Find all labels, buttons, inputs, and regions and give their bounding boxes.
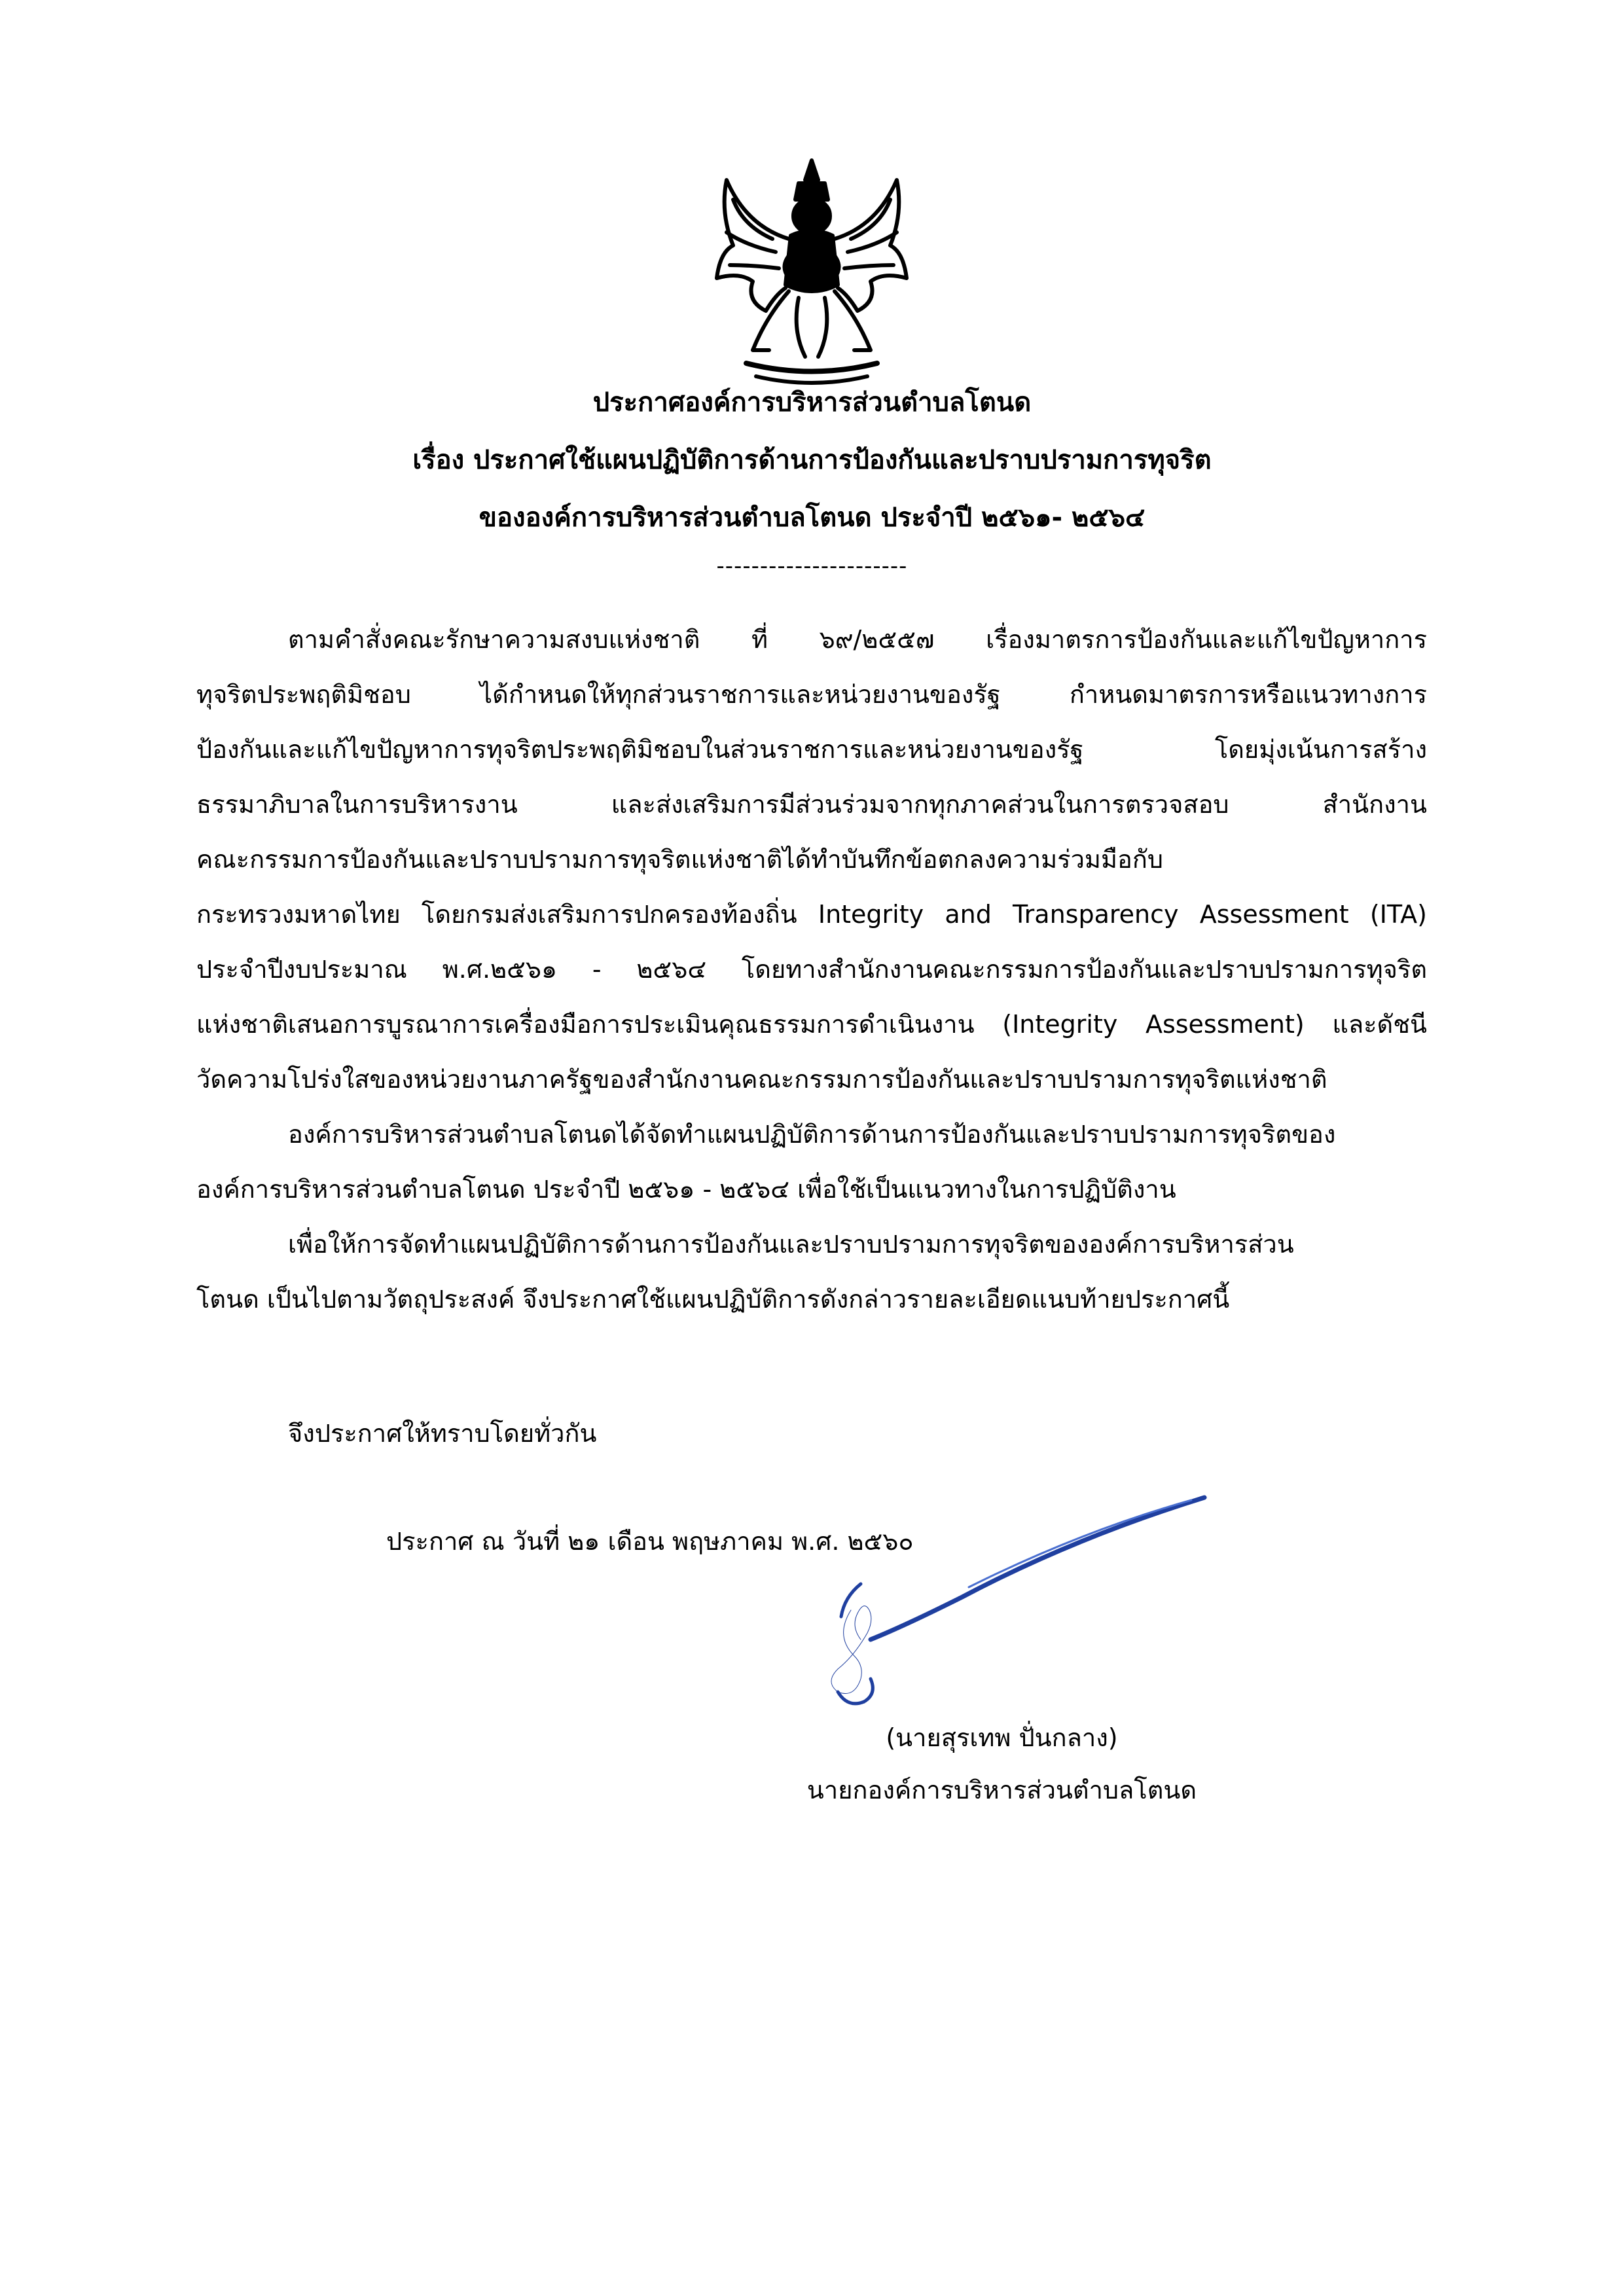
body-line: ตามคำสั่งคณะรักษาความสงบแห่งชาติ ที่ ๖๙/๒๕๕๗ เรื่องมาตรการป้องกันและแก้ไขปัญหาการ — [288, 625, 1427, 654]
body-line: ประจำปีงบประมาณ พ.ศ.๒๕๖๑ - ๒๕๖๔ โดยทางสำนักงานคณะกรรมการป้องกันและปราบปรามการทุจริต — [196, 955, 1427, 984]
announcement-body — [196, 612, 1427, 1327]
body-line: วัดความโปร่งใสของหน่วยงานภาครัฐของสำนักงานคณะกรรมการป้องกันและปราบปรามการทุจริตแห่งชาติ — [196, 1065, 1327, 1094]
body-line: แห่งชาติเสนอการบูรณาการเครื่องมือการประเมินคุณธรรมการดำเนินงาน (Integrity Assessment) และดัชนี — [196, 1010, 1427, 1039]
announcement-subject-continued: ขององค์การบริหารส่วนตำบลโตนด ประจำปี ๒๕๖๑- ๒๕๖๔ — [478, 503, 1146, 533]
body-line: คณะกรรมการป้องกันและปราบปรามการทุจริตแห่งชาติได้ทำบันทึกข้อตกลงความร่วมมือกับ — [196, 845, 1163, 874]
announcement-title: ประกาศองค์การบริหารส่วนตำบลโตนด — [592, 387, 1032, 418]
garuda-emblem-icon — [707, 154, 916, 389]
body-line: องค์การบริหารส่วนตำบลโตนด ประจำปี ๒๕๖๑ - ๒๕๖๔ เพื่อใช้เป็นแนวทางในการปฏิบัติงาน — [196, 1175, 1176, 1204]
body-line: องค์การบริหารส่วนตำบลโตนดได้จัดทำแผนปฏิบัติการด้านการป้องกันและปราบปรามการทุจริตของ — [288, 1120, 1336, 1149]
signer-name: (นายสุรเทพ ปั่นกลาง) — [886, 1723, 1118, 1752]
signer-position: นายกองค์การบริหารส่วนตำบลโตนด — [806, 1776, 1197, 1804]
announcement-subject: เรื่อง ประกาศใช้แผนปฏิบัติการด้านการป้องกันและปราบปรามการทุจริต — [412, 445, 1212, 475]
body-line: ทุจริตประพฤติมิชอบ ได้กำหนดให้ทุกส่วนราชการและหน่วยงานของรัฐ กำหนดมาตรการหรือแนวทางการ — [196, 680, 1427, 709]
body-line: โตนด เป็นไปตามวัตถุประสงค์ จึงประกาศใช้แผนปฏิบัติการดังกล่าวรายละเอียดแนบท้ายประกาศนี้ — [196, 1285, 1230, 1314]
closing-statement: จึงประกาศให้ทราบโดยทั่วกัน — [288, 1419, 597, 1448]
separator: ---------------------- — [716, 553, 908, 579]
body-line: ธรรมาภิบาลในการบริหารงาน และส่งเสริมการมีส่วนร่วมจากทุกภาคส่วนในการตรวจสอบ สำนักงาน — [196, 790, 1427, 819]
body-line: กระทรวงมหาดไทย โดยกรมส่งเสริมการปกครองท้องถิ่น Integrity and Transparency Assessment (ITA) — [196, 900, 1427, 929]
body-line: เพื่อให้การจัดทำแผนปฏิบัติการด้านการป้องกันและปราบปรามการทุจริตขององค์การบริหารส่วน — [288, 1230, 1294, 1259]
announcement-date: ประกาศ ณ วันที่ ๒๑ เดือน พฤษภาคม พ.ศ. ๒๕๖๐ — [386, 1527, 914, 1556]
body-line: ป้องกันและแก้ไขปัญหาการทุจริตประพฤติมิชอบในส่วนราชการและหน่วยงานของรัฐ โดยมุ่งเน้นการสร้าง — [196, 735, 1427, 764]
handwritten-signature — [799, 1486, 1218, 1715]
